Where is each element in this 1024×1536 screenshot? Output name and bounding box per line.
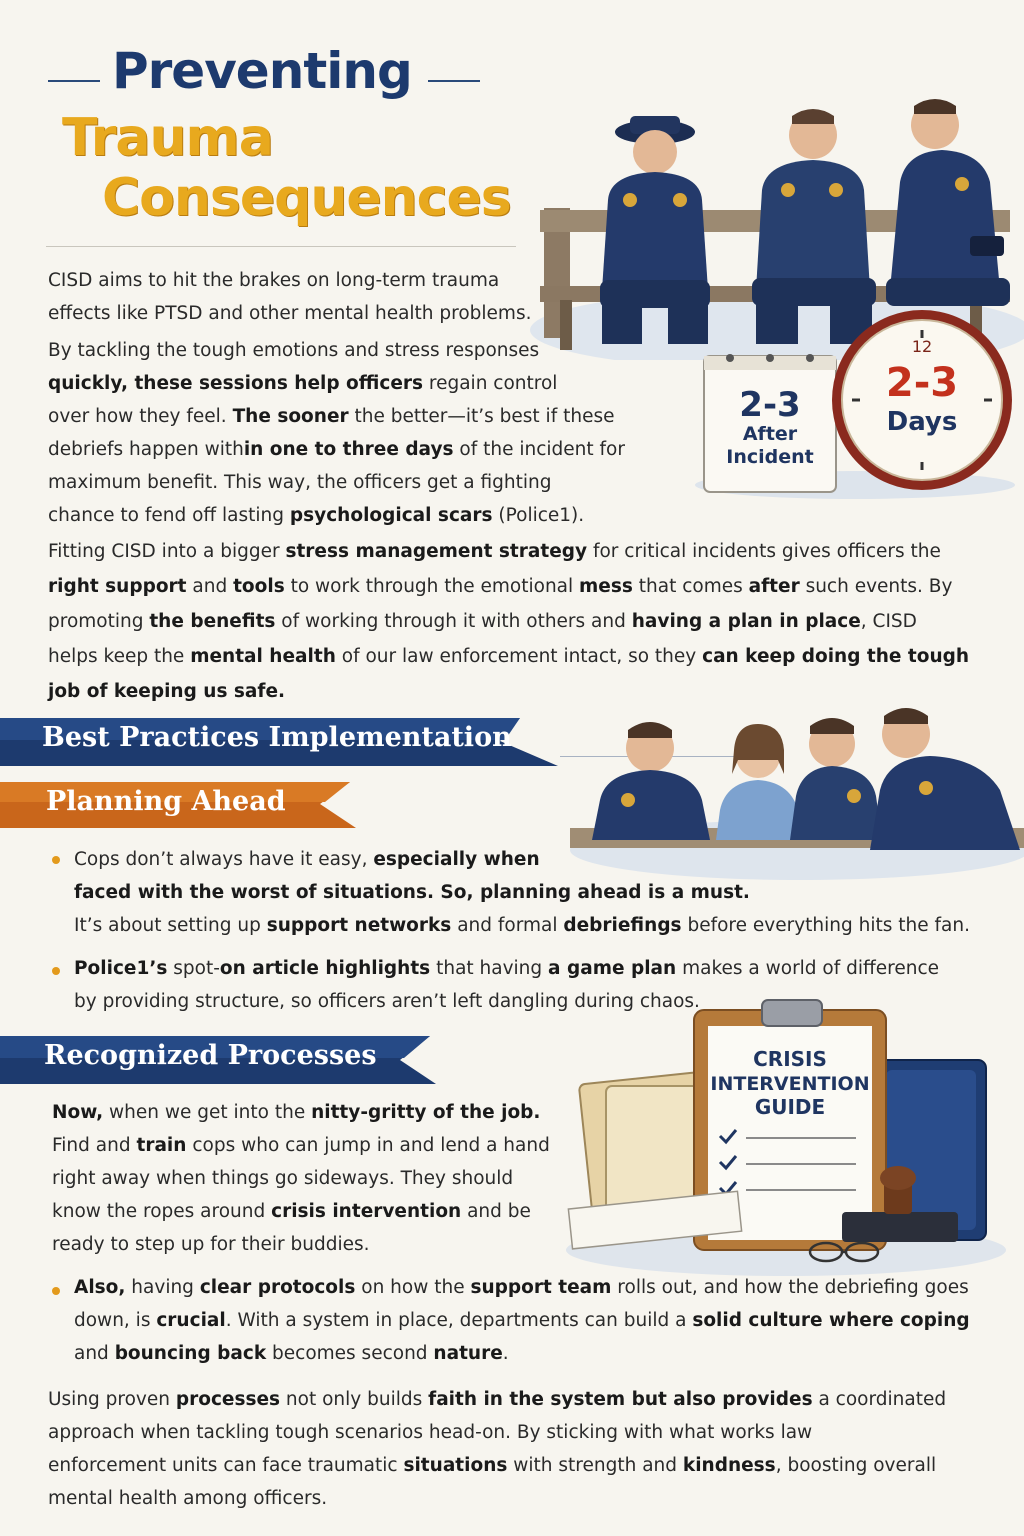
bold-text: support team bbox=[470, 1277, 612, 1298]
title-rule-left bbox=[48, 80, 100, 82]
text-line bbox=[52, 1096, 592, 1129]
text-span: Using proven bbox=[48, 1389, 176, 1410]
bold-text: right support bbox=[48, 576, 187, 597]
bold-text: a game plan bbox=[548, 958, 677, 979]
text-span: makes a world of difference bbox=[676, 958, 940, 979]
crisis-guide-illustration bbox=[566, 990, 1006, 1280]
text-span: for critical incidents gives officers the bbox=[587, 541, 941, 562]
intro-paragraph-2 bbox=[48, 334, 668, 532]
bold-text: especially when bbox=[373, 849, 540, 870]
text-line bbox=[48, 367, 668, 400]
text-line: ready to step up for their buddies. bbox=[52, 1234, 370, 1255]
clock-range: 2-3 bbox=[885, 360, 959, 406]
text-line: CISD aims to hit the brakes on long-term trauma bbox=[48, 270, 500, 291]
text-line bbox=[48, 639, 988, 674]
text-span: . bbox=[502, 1343, 509, 1364]
text-span: not only builds bbox=[280, 1389, 429, 1410]
text-line bbox=[74, 909, 994, 942]
bold-text: crucial bbox=[156, 1310, 226, 1331]
text-line bbox=[48, 400, 668, 433]
bold-text: job of keeping us safe. bbox=[48, 681, 286, 702]
recognized-processes-heading: Recognized Processes bbox=[44, 1040, 377, 1071]
bold-text: stress management strategy bbox=[285, 541, 588, 562]
recognized-bullet bbox=[74, 1271, 1004, 1370]
bold-text: kindness bbox=[682, 1455, 776, 1476]
text-line bbox=[48, 433, 668, 466]
text-line bbox=[74, 952, 994, 985]
bold-text: can keep doing the tough bbox=[702, 646, 970, 667]
text-span: with strength and bbox=[507, 1455, 683, 1476]
bold-text: planning ahead is a must. bbox=[479, 882, 750, 903]
bold-text: situations bbox=[403, 1455, 508, 1476]
text-span: chance to fend off lasting bbox=[48, 505, 290, 526]
bullet-dot bbox=[52, 967, 60, 975]
text-line bbox=[52, 1129, 592, 1162]
page-title-line3: Consequences bbox=[102, 168, 511, 228]
text-span: . With a system in place, departments can build a bbox=[225, 1310, 693, 1331]
closing-paragraph bbox=[48, 1383, 998, 1515]
text-span: before everything hits the fan. bbox=[681, 915, 970, 936]
bold-text: faced with the worst of situations. So, bbox=[74, 882, 480, 903]
text-span: of the incident for bbox=[453, 439, 625, 460]
text-span: regain control bbox=[423, 373, 558, 394]
page-title-line1: Preventing bbox=[112, 42, 412, 100]
text-line: approach when tackling tough scenarios head-on. By sticking with what works law bbox=[48, 1422, 813, 1443]
bold-text: Police1’s bbox=[74, 958, 168, 979]
bold-text: having a plan in place bbox=[631, 611, 861, 632]
bold-text: processes bbox=[175, 1389, 281, 1410]
calendar-line2: Incident bbox=[726, 446, 814, 468]
text-span: a coordinated bbox=[812, 1389, 947, 1410]
text-span: becomes second bbox=[266, 1343, 434, 1364]
text-span: spot- bbox=[167, 958, 220, 979]
planning-bullet-1 bbox=[74, 843, 994, 942]
text-line bbox=[48, 499, 668, 532]
strategy-paragraph bbox=[48, 534, 988, 709]
text-span: Cops don’t always have it easy, bbox=[74, 849, 374, 870]
text-line bbox=[48, 604, 988, 639]
text-line bbox=[74, 1271, 1004, 1304]
text-span: of our law enforcement intact, so they bbox=[335, 646, 703, 667]
guide-line3: GUIDE bbox=[754, 1095, 826, 1119]
text-span: of working through it with others and bbox=[275, 611, 632, 632]
text-span: enforcement units can face traumatic bbox=[48, 1455, 404, 1476]
text-span: the better—it’s best if these bbox=[348, 406, 615, 427]
text-span: helps keep the bbox=[48, 646, 191, 667]
bold-text: solid culture where coping bbox=[692, 1310, 970, 1331]
text-line bbox=[48, 1449, 998, 1482]
bold-text: nature bbox=[433, 1343, 503, 1364]
bold-text: psychological scars bbox=[289, 505, 493, 526]
bold-text: clear protocols bbox=[199, 1277, 356, 1298]
text-line bbox=[48, 569, 988, 604]
text-line bbox=[48, 1383, 998, 1416]
title-underline bbox=[46, 246, 516, 247]
text-line: effects like PTSD and other mental health problems. bbox=[48, 303, 532, 324]
bold-text: train bbox=[136, 1135, 187, 1156]
clock-unit: Days bbox=[886, 407, 958, 437]
bold-text: tools bbox=[233, 576, 285, 597]
best-practices-ribbon bbox=[0, 714, 560, 768]
bold-text: in one to three days bbox=[243, 439, 454, 460]
calendar-icon bbox=[704, 354, 836, 492]
guide-line2: INTERVENTION bbox=[710, 1073, 870, 1095]
calendar-line1: After bbox=[742, 423, 798, 445]
text-span: and bbox=[186, 576, 234, 597]
bold-text: mess bbox=[579, 576, 633, 597]
text-span: debriefs happen with bbox=[48, 439, 244, 460]
text-line bbox=[74, 876, 994, 909]
text-span: such events. By bbox=[799, 576, 953, 597]
text-line bbox=[52, 1195, 592, 1228]
calendar-number: 2-3 bbox=[739, 385, 801, 425]
text-span: over how they feel. bbox=[48, 406, 233, 427]
clock-icon bbox=[832, 310, 1012, 490]
bold-text: faith in the system but also provides bbox=[428, 1389, 813, 1410]
bold-text: mental health bbox=[190, 646, 336, 667]
guide-line1: CRISIS bbox=[753, 1047, 827, 1071]
text-line: By tackling the tough emotions and stress responses bbox=[48, 340, 540, 361]
text-span: and be bbox=[461, 1201, 531, 1222]
text-span: promoting bbox=[48, 611, 150, 632]
intro-paragraph-1 bbox=[48, 264, 568, 330]
text-line: maximum benefit. This way, the officers get a fighting bbox=[48, 472, 552, 493]
text-span: on how the bbox=[355, 1277, 471, 1298]
text-span: to work through the emotional bbox=[284, 576, 580, 597]
text-line bbox=[74, 1337, 1004, 1370]
text-span: and formal bbox=[451, 915, 564, 936]
bold-text: Now, bbox=[52, 1102, 104, 1123]
bullet-dot bbox=[52, 856, 60, 864]
bold-text: on article highlights bbox=[219, 958, 431, 979]
clock-twelve: 12 bbox=[911, 337, 933, 356]
text-span: It’s about setting up bbox=[74, 915, 267, 936]
text-span: having bbox=[125, 1277, 200, 1298]
page-title-line2: Trauma bbox=[62, 108, 273, 168]
recognized-processes-ribbon bbox=[0, 1032, 440, 1086]
text-line: right away when things go sideways. They should bbox=[52, 1168, 514, 1189]
bold-text: nitty-gritty of the job. bbox=[311, 1102, 541, 1123]
timing-graphic bbox=[690, 300, 1020, 500]
bold-text: bouncing back bbox=[114, 1343, 267, 1364]
text-line: mental health among officers. bbox=[48, 1488, 328, 1509]
bold-text: debriefings bbox=[563, 915, 682, 936]
recognized-paragraph bbox=[52, 1096, 592, 1261]
text-span: Fitting CISD into a bigger bbox=[48, 541, 286, 562]
text-line bbox=[74, 843, 994, 876]
text-line bbox=[74, 1304, 1004, 1337]
bold-text: quickly, these sessions help officers bbox=[48, 373, 424, 394]
text-span: Find and bbox=[52, 1135, 137, 1156]
bold-text: Also, bbox=[74, 1277, 126, 1298]
text-line bbox=[48, 534, 988, 569]
bold-text: support networks bbox=[266, 915, 452, 936]
text-span: , CISD bbox=[860, 611, 917, 632]
text-span: when we get into the bbox=[103, 1102, 312, 1123]
bold-text: crisis intervention bbox=[271, 1201, 462, 1222]
text-span: , boosting overall bbox=[775, 1455, 937, 1476]
text-span: down, is bbox=[74, 1310, 157, 1331]
best-practices-heading: Best Practices Implementation bbox=[42, 722, 512, 753]
text-span: that comes bbox=[632, 576, 749, 597]
bold-text: The sooner bbox=[232, 406, 349, 427]
bold-text: the benefits bbox=[149, 611, 276, 632]
text-span: and bbox=[74, 1343, 115, 1364]
text-span: know the ropes around bbox=[52, 1201, 272, 1222]
text-span: rolls out, and how the debriefing goes bbox=[611, 1277, 969, 1298]
planning-ahead-ribbon bbox=[0, 780, 360, 830]
text-span: (Police1). bbox=[492, 505, 585, 526]
title-rule-right bbox=[428, 80, 480, 82]
planning-ahead-heading: Planning Ahead bbox=[46, 786, 286, 817]
bold-text: after bbox=[748, 576, 800, 597]
text-span: that having bbox=[430, 958, 549, 979]
text-line: by providing structure, so officers aren’t left dangling during chaos. bbox=[74, 991, 700, 1012]
text-span: cops who can jump in and lend a hand bbox=[186, 1135, 550, 1156]
bullet-dot bbox=[52, 1287, 60, 1295]
